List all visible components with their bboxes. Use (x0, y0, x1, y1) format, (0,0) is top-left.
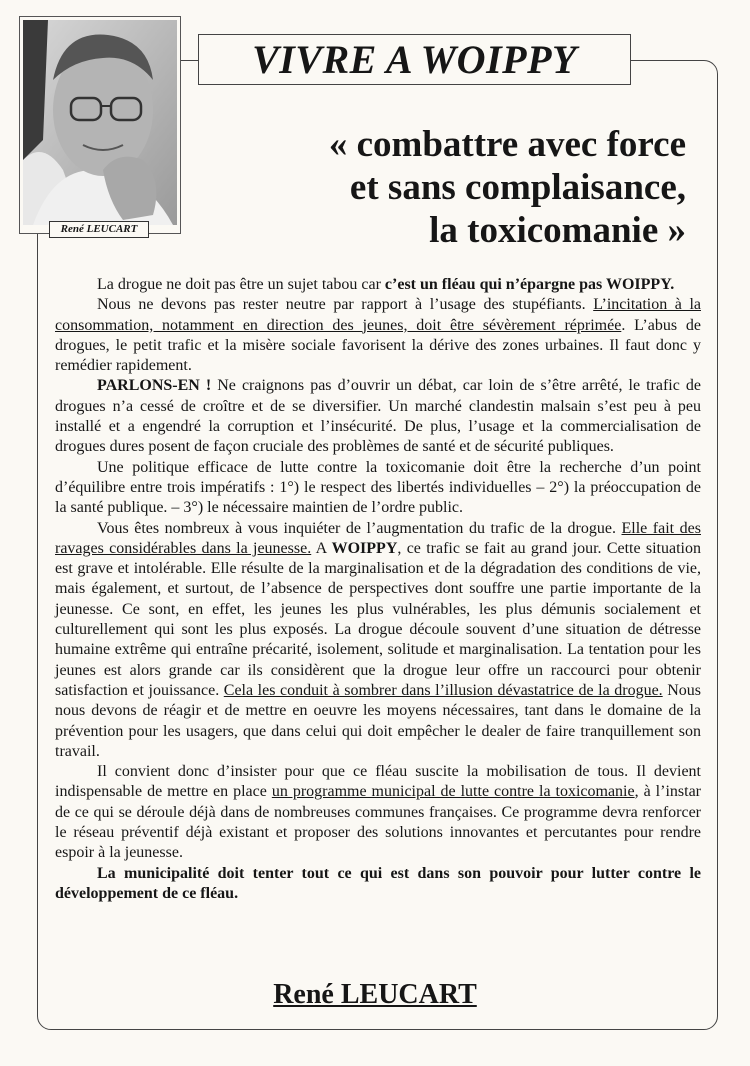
portrait-photo (23, 20, 177, 225)
headline-line: « combattre avec force (328, 124, 686, 165)
paragraph-text: Ne craignons pas d’ouvrir un débat, car loin de s’être arrêté, le trafic de drogues n’a cessé de croître et de se diversifier. Un marché clandestin malsain s’est peu à peu installé et a engendré la corruption et l’insécurité. De plus, l’usage et la commercialisation de drogues dures posent de façon cruciale des problèmes de santé et de sécurité publiques. (55, 377, 701, 456)
signature: René LEUCART (273, 979, 477, 1010)
paragraph-text: Nous nous devons de réagir et de mettre en oeuvre les moyens nécessaires, tant dans le domaine de la prévention pour les usagers, que dans celui qui doit empêcher le dealer de faire tranquillement son travail. (55, 681, 702, 760)
headline (166, 123, 686, 252)
paragraph-text: Vous êtes nombreux à vous inquiéter de l’augmentation du trafic de la drogue. (97, 519, 622, 537)
paragraph-text: , à l’instar de ce qui se déroule déjà dans de nombreuses communes françaises. Ce programme devra renforcer le réseau préventif déjà existant et proposer des solutions innovantes et percutantes pour rendre espoir à la jeunesse. (55, 783, 701, 862)
paragraph-text: , ce trafic se fait au grand jour. Cette situation est grave et intolérable. Elle résulte de la marginalisation et de la dégradation des conditions de vie, mais également, et surtout, de l’absence de perspectives dont souffre une partie importante de la jeunesse. Ce sont, en effet, les jeunes les plus vulnérables, les plus démunis socialement et culturellement qui sont les plus exposés. La drogue découle souvent d’une situation de détresse humaine extrême qui entraîne précarité, isolement, solitude et marginalisation. La tentation pour les jeunes est alors grande car ils considèrent que la drogue leur offre un raccourci pour obtenir satisfaction et jouissance. (55, 539, 701, 699)
paragraph-text: . L’abus de drogues, le petit trafic et la misère sociale favorisent la dérive des zones urbaines. Il faut donc y remédier rapidement. (55, 316, 702, 375)
paragraph-text: Il convient donc d’insister pour que ce fléau suscite la mobilisation de tous. Il devient indispensable de mettre en place (55, 763, 701, 801)
paragraph (55, 519, 701, 763)
paragraph-bold: PARLONS-EN ! (97, 377, 212, 395)
paragraph-text: Nous ne devons pas rester neutre par rapport à l’usage des stupéfiants. (97, 296, 594, 314)
paragraph-text: Une politique efficace de lutte contre la toxicomanie doit être la recherche d’un point d’équilibre entre trois impératifs : 1°) le respect des libertés individuelles – 2°) la préoccupation de la santé publique. – 3°) le nécessaire maintien de l’ordre public. (55, 458, 701, 517)
paragraph (55, 275, 701, 295)
paragraph-bold: c’est un fléau qui n’épargne pas WOIPPY. (384, 276, 675, 293)
paragraph (55, 458, 701, 519)
paragraph-bold: La municipalité doit tenter tout ce qui est dans son pouvoir pour lutter contre le développement de ce fléau. (55, 864, 701, 902)
paragraph-text: A (311, 539, 332, 557)
paragraph-bold: WOIPPY (331, 539, 398, 557)
page-title: VIVRE A WOIPPY (198, 34, 631, 85)
paragraph-underlined: L’incitation à la consommation, notamment en direction des jeunes, doit être sévèrement réprimée (55, 296, 701, 334)
photo-caption: René LEUCART (49, 221, 149, 238)
paragraph-underlined: un programme municipal de lutte contre la toxicomanie (271, 783, 635, 801)
portrait-photo-frame (19, 16, 181, 234)
paragraph-underlined: Cela les conduit à sombrer dans l’illusion dévastatrice de la drogue. (223, 681, 663, 699)
paragraph (55, 762, 701, 863)
paragraph-underlined: Elle fait des ravages considérables dans la jeunesse. (55, 519, 701, 557)
article-body (55, 275, 701, 904)
paragraph (55, 376, 701, 457)
paragraph (55, 864, 701, 905)
headline-line: la toxicomanie » (429, 210, 686, 251)
paragraph-text: La drogue ne doit pas être un sujet tabou car (97, 276, 385, 293)
paragraph (55, 295, 701, 376)
headline-line: et sans complaisance, (349, 167, 686, 208)
